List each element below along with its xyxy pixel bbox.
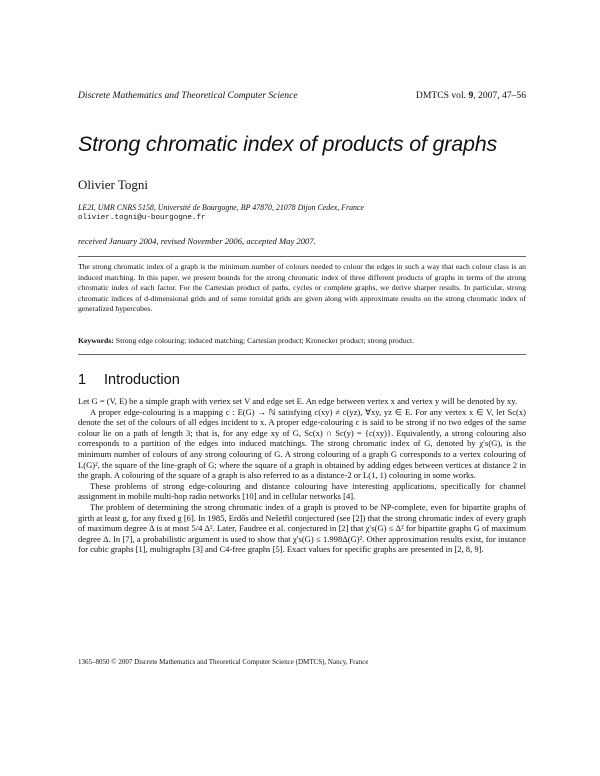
body-paragraph: These problems of strong edge-colouring and distance colouring have interesting applications, specifically for channel assignment in mobile multi-hop radio networks [10] and in cellular networks [4].	[78, 480, 526, 502]
paper-title: Strong chromatic index of products of graphs	[78, 132, 498, 156]
section-body	[78, 396, 526, 555]
section-heading	[78, 372, 180, 389]
journal-name: Discrete Mathematics and Theoretical Computer Science	[78, 90, 298, 101]
running-header	[78, 90, 526, 102]
ref-suffix: , 2007, 47–56	[473, 90, 526, 101]
author-affiliation: LE2I, UMR CNRS 5158, Université de Bourgogne, BP 47870, 21078 Dijon Cedex, France	[78, 203, 364, 212]
section-title: Introduction	[104, 372, 180, 388]
author-email[interactable]: olivier.togni@u-bourgogne.fr	[78, 214, 206, 222]
abstract: The strong chromatic index of a graph is the minimum number of colours needed to colour the edges in such a way that each colour class is an induced matching. In this paper, we present bounds for the strong chromatic index of three different products of graphs in terms of the strong chromatic index of each factor. For the Cartesian product of paths, cycles or complete graphs, we derive sharper results. In particular, strong chromatic indices of d-dimensional grids and of some toroidal grids are given along with approximate results on the strong chromatic index of generalized hypercubes.	[78, 262, 526, 313]
volume-number: 9	[468, 90, 474, 101]
abstract-top-rule	[78, 256, 526, 257]
received-dates: received January 2004, revised November 2006, accepted May 2007.	[78, 236, 316, 246]
author-name: Olivier Togni	[78, 177, 148, 192]
ref-prefix: DMTCS vol.	[415, 90, 469, 101]
body-paragraph: A proper edge-colouring is a mapping c : E(G) → ℕ satisfying c(xy) ≠ c(yz), ∀xy, yz ∈ E. For any vertex x ∈ V, let Sc(x) denote the set of the colours of all edges incident to x. A proper edge-colouring c is said to be strong if no two edges of the same colour lie on a path of length 3; that is, for any edge xy of G, Sc(x) ∩ Sc(y) = {c(xy)}. Equivalently, a strong colouring also corresponds to a partition of the edges into induced matchings. The strong chromatic index of G, denoted by χ′s(G), is the minimum number of colours of any strong colouring of G. A strong colouring of a graph G corresponds to a vertex colouring of L(G)², the square of the line-graph of G; where the square of a graph is obtained by adding edges between vertices at distance 2 in the graph. A colouring of the square of a graph is also referred to as a distance-2 or L(1, 1) colouring in some works.	[78, 406, 526, 481]
copyright-footer: 1365–8050 © 2007 Discrete Mathematics and Theoretical Computer Science (DMTCS), Nancy, France	[78, 658, 369, 666]
abstract-bottom-rule	[78, 354, 526, 355]
body-paragraph: The problem of determining the strong chromatic index of a graph is proved to be NP-complete, even for bipartite graphs of girth at least g, for any fixed g [6]. In 1985, Erdős and Nešetřil conjectured (see [2]) that the strong chromatic index of every graph of maximum degree Δ is at most 5/4 Δ². Later, Faudree et al. conjectured in [2] that χ′s(G) ≤ Δ² for bipartite graphs G of maximum degree Δ. In [7], a probabilistic argument is used to show that χ′s(G) ≤ 1.998Δ(G)². Other approximation results exist, for instance for cubic graphs [1], multigraphs [3] and C4-free graphs [5]. Exact values for specific graphs are presented in [2, 8, 9].	[78, 501, 526, 555]
keywords-label: Keywords:	[78, 336, 114, 345]
keywords-line	[78, 336, 526, 347]
citation-ref	[416, 90, 526, 102]
body-paragraph: Let G = (V, E) be a simple graph with vertex set V and edge set E. An edge between vertex x and vertex y will be denoted by xy.	[78, 396, 518, 406]
keywords-text: Strong edge colouring; induced matching; Cartesian product; Kronecker product; strong product.	[115, 336, 415, 345]
section-number: 1	[78, 372, 87, 388]
